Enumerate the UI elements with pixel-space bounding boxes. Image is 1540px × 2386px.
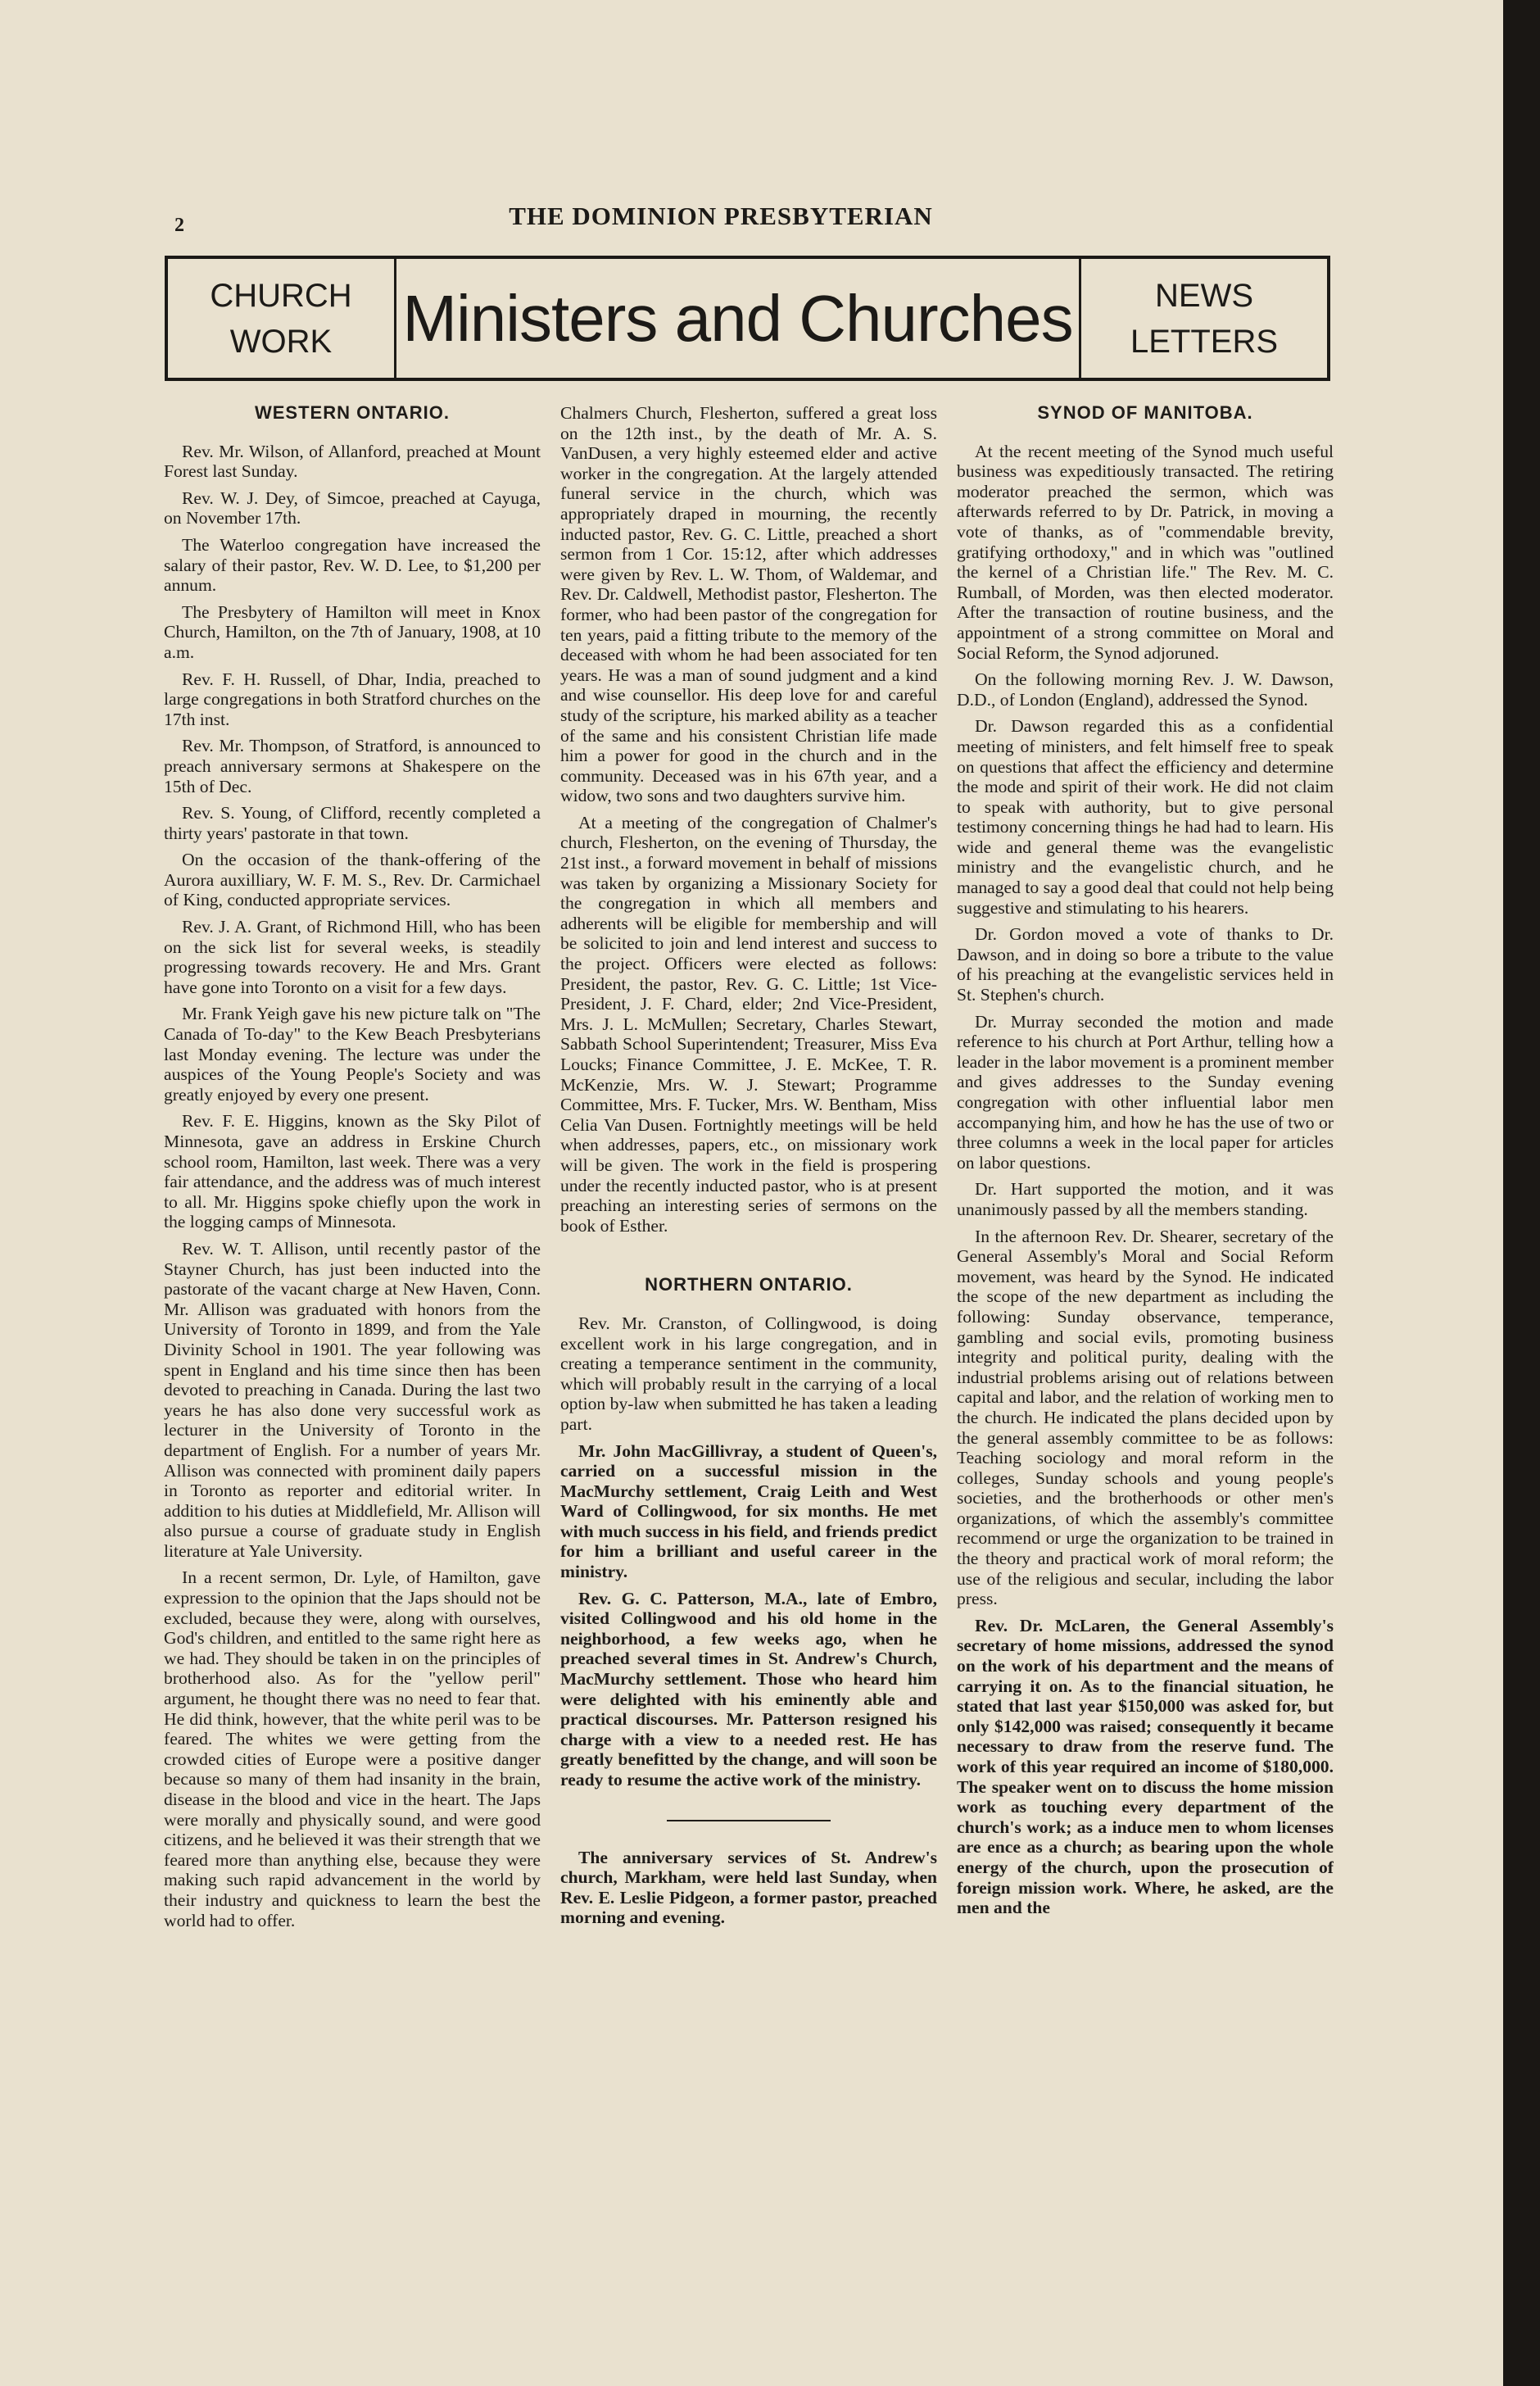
banner-left-top: CHURCH xyxy=(210,277,352,314)
news-item: Rev. Mr. Cranston, of Collingwood, is doing excellent work in his large congregation, and in creating a temperance sentiment in the community, which will probably result in the carrying of a local option by-law when submitted he has taken a leading part. xyxy=(560,1313,937,1434)
news-item: At a meeting of the congregation of Chalmer's church, Flesherton, on the evening of Thursday, the 21st inst., a forward movement in behalf of missions was taken by organizing a Missionary Society for the congregation in which all members and adherents will be eligible for membership and will be solicited to join and lend interest and success to the project. Officers were elected as follows: President, the pastor, Rev. G. C. Little; 1st Vice-President, J. F. Chard, elder; 2nd Vice-President, Mrs. J. L. McMullen; Secretary, Charles Stewart, Sabbath School Superintendent; Treasurer, Miss Eva Loucks; Finance Committee, J. E. McKee, T. R. McKenzie, Mrs. W. J. Stewart; Programme Committee, Mrs. F. Tucker, Mrs. W. Bentham, Miss Celia Van Dusen. Fortnightly meetings will be held when addresses, papers, etc., on missionary work will be given. The work in the field is prospering under the recently inducted pastor, who is at present preaching an interesting series of sermons on the book of Esther. xyxy=(560,812,937,1236)
news-item: In the afternoon Rev. Dr. Shearer, secretary of the General Assembly's Moral and Social Reform movement, was heard by the Synod. He indicated the scope of the new department as including the following: Sunday observance, temperance, gambling and social evils, promoting business integrity and political purity, dealing with the industrial problems arising out of relations between capital and labor, and the relation of working men to the church. He indicated the plans decided upon by the general assembly committee to be as follows: Teaching sociology and moral reform in the colleges, Sunday schools and young people's societies, and the brotherhoods or other men's organizations, of which the assembly's committee recommend or urge the organization to be trained in the theory and practical work of moral reform; the use of the religious and secular, including the labor press. xyxy=(957,1226,1334,1609)
banner-right-top: NEWS xyxy=(1155,277,1253,314)
news-item: Dr. Murray seconded the motion and made reference to his church at Port Arthur, telling how a leader in the labor movement is a prominent member and gives addresses to the Sunday evening congregation with other influential labor men accompanying him, and how he has the use of two or three columns a week in the local paper for articles on labor questions. xyxy=(957,1011,1334,1173)
news-item: Rev. J. A. Grant, of Richmond Hill, who has been on the sick list for several weeks, is steadily progressing towards recovery. He and Mrs. Grant have gone into Toronto on a visit for a few days. xyxy=(164,917,541,997)
running-head: THE DOMINION PRESBYTERIAN xyxy=(509,202,933,230)
news-item: Rev. S. Young, of Clifford, recently completed a thirty years' pastorate in that town. xyxy=(164,803,541,843)
banner-right-bottom: LETTERS xyxy=(1130,323,1279,360)
news-item: Rev. Mr. Thompson, of Stratford, is announced to preach anniversary sermons at Shakespere on the 15th of Dec. xyxy=(164,736,541,796)
news-item: The anniversary services of St. Andrew's church, Markham, were held last Sunday, when Rev. E. Leslie Pidgeon, a former pastor, preached morning and evening. xyxy=(560,1847,937,1928)
news-item: Rev. F. H. Russell, of Dhar, India, preached to large congregations in both Stratford churches on the 17th inst. xyxy=(164,669,541,729)
section-rule xyxy=(667,1820,831,1821)
news-item: Rev. Mr. Wilson, of Allanford, preached at Mount Forest last Sunday. xyxy=(164,441,541,482)
news-item: Dr. Dawson regarded this as a confidential meeting of ministers, and felt himself free to speak on questions that affect the efficiency and determine the mode and spirit of their work. He did not claim to speak with authority, but to give personal testimony concerning things he had had to learn. His wide and general theme was the evangelistic ministry and the evangelistic church, and he managed to say a good deal that could not help being suggestive and stimulating to his hearers. xyxy=(957,716,1334,918)
banner-title: Ministers and Churches xyxy=(402,281,1073,355)
news-item: At the recent meeting of the Synod much useful business was expeditiously transacted. The retiring moderator preached the sermon, which was afterwards referred to by Dr. Patrick, in moving a vote of thanks, as of "commendable brevity, gratifying orthodoxy," and in which was "outlined the kernel of a Christian life." The Rev. M. C. Rumball, of Morden, was then elected moderator. After the transaction of routine business, and the appointment of a strong committee on Moral and Social Reform, the Synod adjoruned. xyxy=(957,441,1334,663)
section-banner xyxy=(165,256,1330,381)
news-item: In a recent sermon, Dr. Lyle, of Hamilton, gave expression to the opinion that the Japs should not be excluded, because they were, along with ourselves, God's children, and entitled to the same right here as we had. They should be taken in on the principles of brotherhood also. As for the "yellow peril" argument, he thought there was no need to fear that. He did think, however, that the white peril was to be feared. The whites we were getting from the crowded cities of Europe were a positive danger because so many of them had insanity in the brain, disease in the blood and vice in the heart. The Japs were morally and physically sound, and were good citizens, and he believed it was their strength that we feared more than anything else, because they were making such rapid advancement in the world by their industry and quickness to learn the best the world had to offer. xyxy=(164,1567,541,1930)
news-item: Rev. W. J. Dey, of Simcoe, preached at Cayuga, on November 17th. xyxy=(164,488,541,528)
synod-manitoba-heading: SYNOD OF MANITOBA. xyxy=(1037,403,1253,423)
news-item: Rev. Dr. McLaren, the General Assembly's secretary of home missions, addressed the synod on the work of his department and the means of carrying it on. As to the financial situation, he stated that last year $150,000 was asked for, but only $142,000 was raised; consequently it became necessary to draw from the reserve fund. The work of this year required an income of $180,000. The speaker went on to discuss the home mission work as touching every department of the church's work; as a induce men to whom licenses are ence as a church; as bearing upon the whole energy of the church, upon the prosecution of foreign mission work. Where, he asked, are the men and the xyxy=(957,1615,1334,1918)
column-western-ontario xyxy=(164,403,541,2345)
banner-left-box xyxy=(168,259,396,378)
column-synod-manitoba xyxy=(957,403,1334,2345)
news-item: Dr. Hart supported the motion, and it was unanimously passed by all the members standing. xyxy=(957,1179,1334,1219)
page-number: 2 xyxy=(174,215,184,236)
news-item: Rev. W. T. Allison, until recently pastor of the Stayner Church, has just been inducted into the pastorate of the vacant charge at New Haven, Conn. Mr. Allison was graduated with honors from the University of Toronto in 1899, and from the Yale Divinity School in 1901. The year following was spent in England and his time since then has been devoted to preaching in Canada. During the last two years he has also done very successful work as lecturer in the University of Toronto in the department of English. For a number of years Mr. Allison was connected with prominent daily papers in Toronto as reporter and editorial writer. In addition to his duties at Middlefield, Mr. Allison will also pursue a course of graduate study in English literature at Yale University. xyxy=(164,1238,541,1561)
news-item: The Presbytery of Hamilton will meet in Knox Church, Hamilton, on the 7th of January, 1908, at 10 a.m. xyxy=(164,601,541,662)
banner-left-bottom: WORK xyxy=(229,323,333,360)
news-item: Dr. Gordon moved a vote of thanks to Dr. Dawson, and in doing so bore a tribute to the value of his preaching at the evangelistic services held in St. Stephen's church. xyxy=(957,924,1334,1005)
news-item: On the following morning Rev. J. W. Dawson, D.D., of London (England), addressed the Synod. xyxy=(957,669,1334,710)
news-item: Chalmers Church, Flesherton, suffered a great loss on the 12th inst., by the death of Mr. A. S. VanDusen, a very highly esteemed elder and active worker in the congregation. At the largely attended funeral service in the church, which was appropriately draped in mourning, the recently inducted pastor, Rev. G. C. Little, preached a short sermon from 1 Cor. 15:12, after which addresses were given by Rev. L. W. Thom, of Waldemar, and Rev. Dr. Caldwell, Methodist pastor, Flesherton. The former, who had been pastor of the congregation for ten years, paid a fitting tribute to the memory of the deceased with whom he had been associated for ten years. He was a man of sound judgment and a kind and wise counsellor. His deep love for and careful study of the scripture, his marked ability as a teacher of the same and his consistent Christian life made him a power for good in the church and in the community. Deceased was in his 67th year, and a widow, two sons and two daughters survive him. xyxy=(560,403,937,806)
news-item: Mr. Frank Yeigh gave his new picture talk on "The Canada of To-day" to the Kew Beach Presbyterians last Monday evening. The lecture was under the auspices of the Young People's Society and was greatly enjoyed by every one present. xyxy=(164,1004,541,1105)
western-ontario-heading: WESTERN ONTARIO. xyxy=(254,403,451,423)
news-item: The Waterloo congregation have increased the salary of their pastor, Rev. W. D. Lee, to $1,200 per annum. xyxy=(164,534,541,596)
news-item: Mr. John MacGillivray, a student of Queen's, carried on a successful mission in the MacMurchy settlement, Craig Leith and West Ward of Collingwood, for six months. He met with much success in his field, and friends predict for him a brilliant and useful career in the ministry. xyxy=(560,1440,937,1582)
northern-ontario-heading: NORTHERN ONTARIO. xyxy=(645,1274,853,1295)
news-item: On the occasion of the thank-offering of the Aurora auxilliary, W. F. M. S., Rev. Dr. Carmichael of King, conducted appropriate services. xyxy=(164,850,541,910)
column-middle xyxy=(560,403,937,2345)
news-item: Rev. G. C. Patterson, M.A., late of Embro, visited Collingwood and his old home in the neighborhood, a few weeks ago, when he preached several times in St. Andrew's Church, MacMurchy settlement. Those who heard him were delighted with his eminently able and practical discourses. Mr. Patterson resigned his charge with a view to a needed rest. He has greatly benefitted by the change, and will soon be ready to resume the active work of the ministry. xyxy=(560,1588,937,1790)
banner-right-box xyxy=(1079,259,1327,378)
scan-edge xyxy=(1503,0,1540,2386)
news-item: Rev. F. E. Higgins, known as the Sky Pilot of Minnesota, gave an address in Erskine Church school room, Hamilton, last week. There was a very fair attendance, and the address was of much interest to all. Mr. Higgins spoke chiefly upon the work in the logging camps of Minnesota. xyxy=(164,1111,541,1232)
